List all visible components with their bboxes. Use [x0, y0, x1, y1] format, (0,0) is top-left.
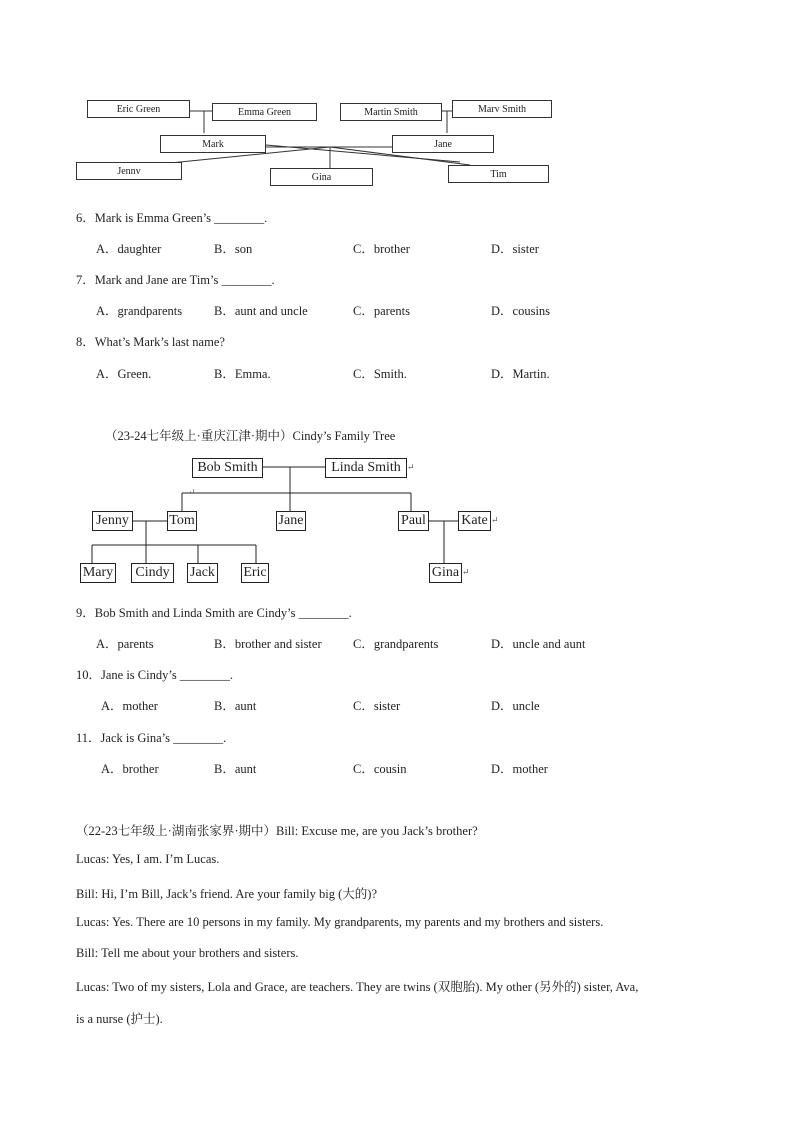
question-stem: 9．Bob Smith and Linda Smith are Cindy’s ________.: [76, 606, 352, 620]
option-a: A．daughter: [96, 242, 162, 256]
tree2-box-paul: Paul: [398, 511, 429, 531]
tree1-box-mark: Mark: [160, 135, 266, 153]
return-mark: ↵: [407, 462, 415, 472]
tree2-box-eric: Eric: [241, 563, 269, 583]
option-c: C．grandparents: [353, 637, 439, 651]
passage-line: is a nurse (护士).: [76, 1012, 163, 1026]
tree2-box-cindy: Cindy: [131, 563, 174, 583]
option-a: A．Green.: [96, 367, 152, 381]
question-stem: 8．What’s Mark’s last name?: [76, 335, 225, 349]
tree2-box-kate: Kate: [458, 511, 491, 531]
option-a: A．parents: [96, 637, 154, 651]
question-stem: 10．Jane is Cindy’s ________.: [76, 668, 233, 682]
tree1-box-tim: Tim: [448, 165, 549, 183]
option-a: A．brother: [101, 762, 159, 776]
option-b: B．son: [214, 242, 253, 256]
option-d: D．sister: [491, 242, 539, 256]
option-d: D．uncle and aunt: [491, 637, 586, 651]
tree2-box-jenny: Jenny: [92, 511, 133, 531]
question-stem: 11．Jack is Gina’s ________.: [76, 731, 227, 745]
tree1-box-gina: Gina: [270, 168, 373, 186]
option-c: C．parents: [353, 304, 410, 318]
tree2-box-mary: Mary: [80, 563, 116, 583]
option-b: B．aunt: [214, 699, 257, 713]
option-d: D．cousins: [491, 304, 551, 318]
passage-line: Bill: Tell me about your brothers and sisters.: [76, 946, 299, 960]
tree1-box-emma-green: Emma Green: [212, 103, 317, 121]
passage-line: Lucas: Yes. There are 10 persons in my family. My grandparents, my parents and my brothers and sisters.: [76, 915, 604, 929]
tree1-box-jane: Jane: [392, 135, 494, 153]
tree1-box-martin-smith: Martin Smith: [340, 103, 442, 121]
option-c: C．cousin: [353, 762, 407, 776]
option-b: B．brother and sister: [214, 637, 322, 651]
question-stem: 6．Mark is Emma Green’s ________.: [76, 211, 268, 225]
option-c: C．sister: [353, 699, 401, 713]
tree2-box-linda-smith: Linda Smith: [325, 458, 407, 478]
tree1-box-eric-green: Eric Green: [87, 100, 190, 118]
option-a: A．mother: [101, 699, 158, 713]
section-heading: （23-24七年级上·重庆江津·期中）Cindy’s Family Tree: [105, 429, 396, 443]
tree2-box-jane: Jane: [276, 511, 306, 531]
passage-line: Lucas: Yes, I am. I’m Lucas.: [76, 852, 220, 866]
tree1-box-mary-smith: Marv Smith: [452, 100, 552, 118]
option-d: D．uncle: [491, 699, 540, 713]
passage-line: （22-23七年级上·湖南张家界·期中）Bill: Excuse me, are you Jack’s brother?: [76, 824, 478, 838]
tree2-box-tom: Tom: [167, 511, 197, 531]
passage-line: Lucas: Two of my sisters, Lola and Grace, are teachers. They are twins (双胞胎). My other (另外的) sister, Ava,: [76, 980, 639, 994]
option-c: C．brother: [353, 242, 410, 256]
option-d: D．Martin.: [491, 367, 550, 381]
option-b: B．aunt and uncle: [214, 304, 308, 318]
tree1-box-jenny: Jennv: [76, 162, 182, 180]
option-b: B．aunt: [214, 762, 257, 776]
tree2-box-jack: Jack: [187, 563, 218, 583]
return-mark: ↵: [491, 515, 499, 525]
option-d: D．mother: [491, 762, 548, 776]
option-a: A．grandparents: [96, 304, 183, 318]
passage-line: Bill: Hi, I’m Bill, Jack’s friend. Are your family big (大的)?: [76, 887, 377, 901]
question-stem: 7．Mark and Jane are Tim’s ________.: [76, 273, 275, 287]
return-mark: ↵: [462, 567, 470, 577]
tree2-box-gina: Gina: [429, 563, 462, 583]
option-b: B．Emma.: [214, 367, 271, 381]
tree2-box-bob-smith: Bob Smith: [192, 458, 263, 478]
return-mark: ↵: [188, 487, 196, 497]
option-c: C．Smith.: [353, 367, 407, 381]
